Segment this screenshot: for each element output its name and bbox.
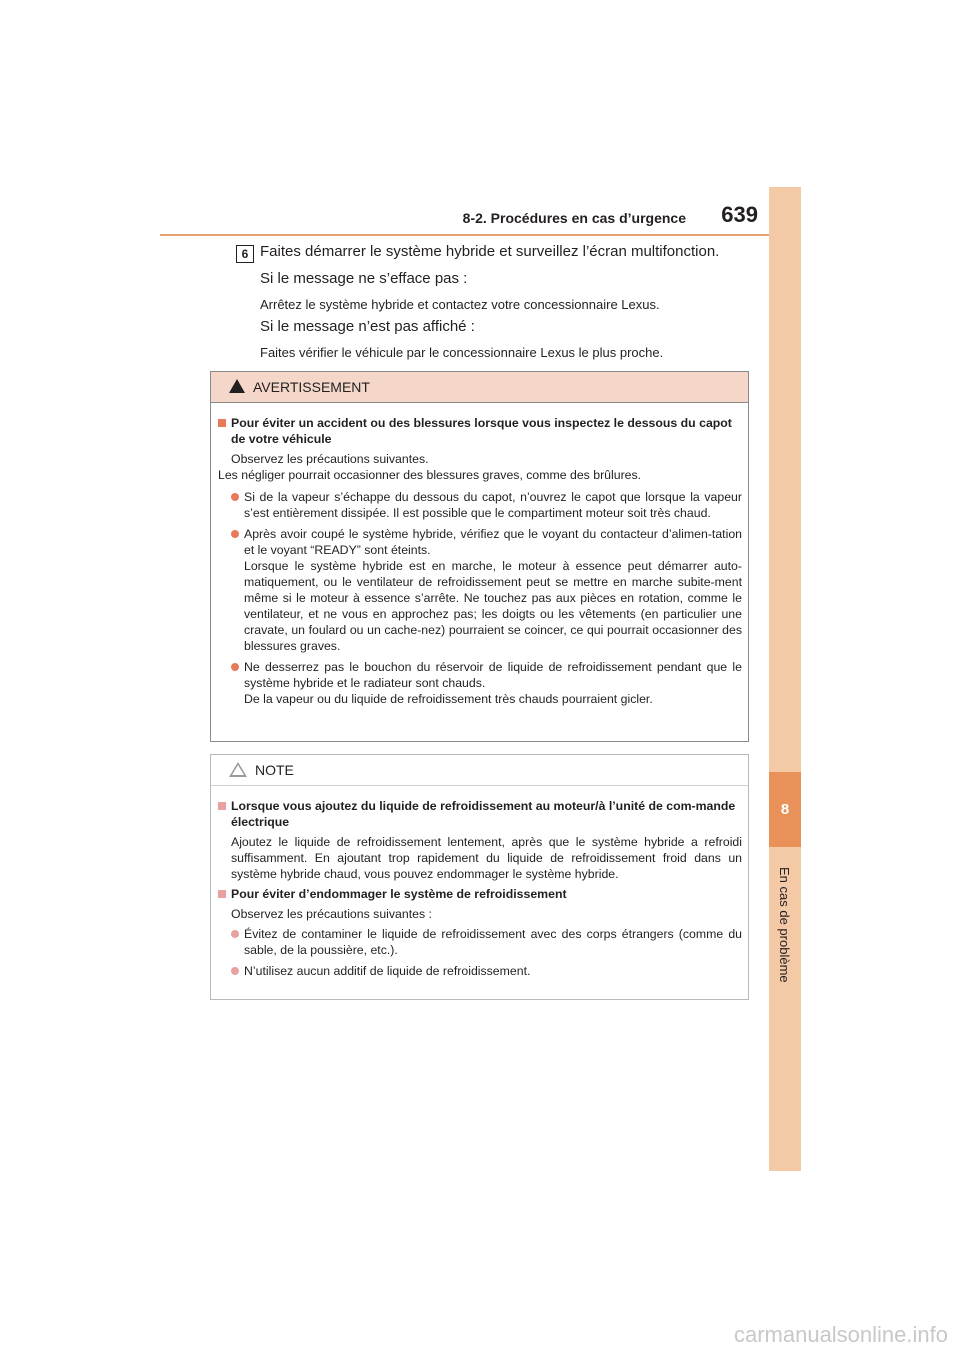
note-heading-2 <box>218 886 742 902</box>
square-bullet-icon <box>218 802 226 810</box>
step-instruction: Faites démarrer le système hybride et surveillez l’écran multifonction. <box>260 243 720 260</box>
circle-bullet-icon <box>231 967 239 975</box>
warning-icon <box>229 379 245 393</box>
warning-box <box>210 371 749 742</box>
note-title-bar <box>211 755 748 786</box>
warning-bullet-1 <box>218 489 742 521</box>
note-bullet-1-text: Évitez de contaminer le liquide de refroidissement avec des corps étrangers (comme du sable, de la poussière, etc.). <box>244 927 742 957</box>
chapter-sidebar <box>769 187 801 1171</box>
note-text-2: Observez les précautions suivantes : <box>231 907 432 921</box>
warning-bullet-2 <box>218 526 742 654</box>
chapter-number: 8 <box>769 772 801 847</box>
warning-bullet-2-text-a: Après avoir coupé le système hybride, vérifiez que le voyant du contacteur d’alimen-tation et le voyant “READY” sont éteints. <box>244 527 742 557</box>
watermark: carmanualsonline.info <box>733 1322 948 1347</box>
note-title: NOTE <box>255 762 294 778</box>
circle-bullet-icon <box>231 663 239 671</box>
page-number: 639 <box>721 202 758 227</box>
note-body <box>211 786 748 979</box>
circle-bullet-icon <box>231 493 239 501</box>
warning-title: AVERTISSEMENT <box>253 379 370 395</box>
note-bullet-1 <box>218 926 742 958</box>
chapter-title: En cas de problème <box>777 867 792 983</box>
step-action-2: Faites vérifier le véhicule par le concessionnaire Lexus le plus proche. <box>260 345 664 360</box>
warning-bullet-2-text-b: Lorsque le système hybride est en marche, le moteur à essence peut démarrer auto-matiquement, ou le ventilateur de refroidissement peut se mettre en marche subite-ment même si le moteur à essence s’arrête. Ne touchez pas aux pièces en rotation, comme le ventilateur, et ne vous en approchez pas; les doigts ou les vêtements (en particulier une cravate, un foulard ou un cache-nez) pourraient se coincer, ce qui pourrait occasionner des blessures graves. <box>244 559 742 653</box>
warning-intro-2: Les négliger pourrait occasionner des blessures graves, comme des brûlures. <box>218 468 642 482</box>
warning-bullet-3-text-b: De la vapeur ou du liquide de refroidissement très chauds pourraient gicler. <box>244 692 653 706</box>
note-heading-2-text: Pour éviter d’endommager le système de refroidissement <box>231 887 567 901</box>
note-heading-1-text: Lorsque vous ajoutez du liquide de refroidissement au moteur/à l’unité de com-mande électrique <box>231 799 736 829</box>
caution-icon <box>229 762 247 777</box>
note-bullet-2-text: N’utilisez aucun additif de liquide de refroidissement. <box>244 964 531 978</box>
step-number-badge: 6 <box>236 245 254 263</box>
chapter-title-container <box>769 867 801 1167</box>
warning-heading-text: Pour éviter un accident ou des blessures lorsque vous inspectez le dessous du capot de votre véhicule <box>231 416 732 446</box>
warning-bullet-3-text-a: Ne desserrez pas le bouchon du réservoir de liquide de refroidissement pendant que le système hybride et le radiateur sont chauds. <box>244 660 742 690</box>
step-condition-1: Si le message ne s’efface pas : <box>260 270 468 287</box>
note-box <box>210 754 749 1000</box>
note-heading-1 <box>218 798 742 830</box>
warning-heading <box>218 415 742 447</box>
circle-bullet-icon <box>231 930 239 938</box>
note-bullet-2 <box>218 963 742 979</box>
warning-body <box>211 403 748 707</box>
warning-bullet-1-text: Si de la vapeur s’échappe du dessous du capot, n’ouvrez le capot que lorsque la vapeur s’est entièrement dissipée. Il est possible que le compartiment moteur soit très chaud. <box>244 490 742 520</box>
note-text-1: Ajoutez le liquide de refroidissement lentement, après que le système hybride a refroidi suffisamment. En ajoutant trop rapidement du liquide de refroidissement froid dans un système hybride chaud, vous pouvez endommager le système hybride. <box>231 835 742 881</box>
step-condition-2: Si le message n’est pas affiché : <box>260 318 475 335</box>
warning-intro-1: Observez les précautions suivantes. <box>231 452 429 466</box>
warning-bullet-3 <box>218 659 742 707</box>
square-bullet-icon <box>218 419 226 427</box>
circle-bullet-icon <box>231 530 239 538</box>
section-title: 8-2. Procédures en cas d’urgence <box>462 210 686 226</box>
step-action-1: Arrêtez le système hybride et contactez votre concessionnaire Lexus. <box>260 297 660 312</box>
warning-title-bar <box>211 372 748 403</box>
square-bullet-icon <box>218 890 226 898</box>
page-header <box>160 200 800 236</box>
